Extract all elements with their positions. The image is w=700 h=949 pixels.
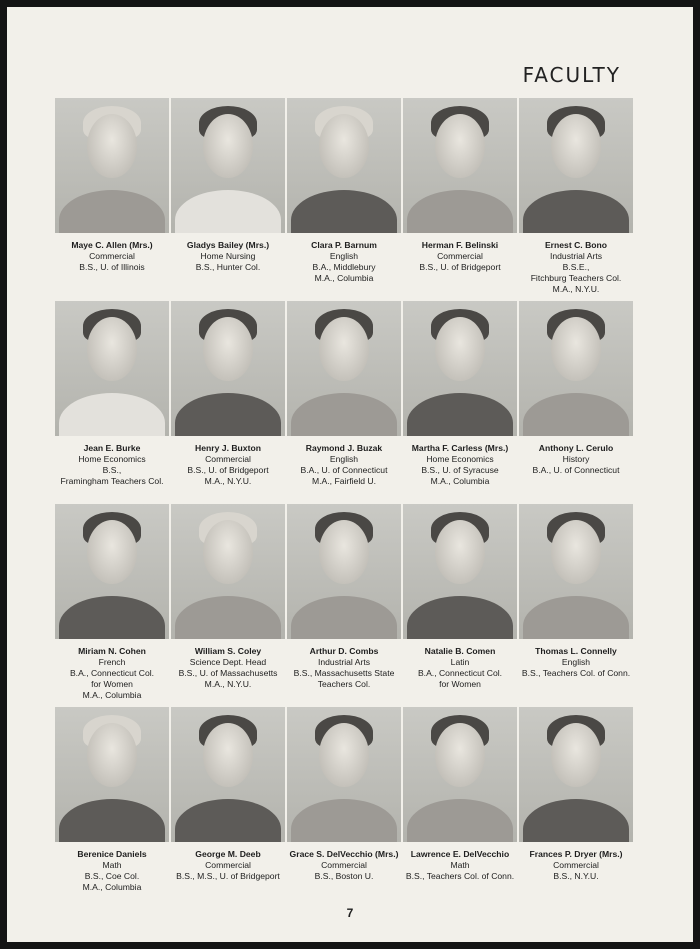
faculty-credential-line: M.A., N.Y.U. bbox=[552, 284, 600, 294]
page-number: 7 bbox=[346, 906, 354, 920]
faculty-caption bbox=[519, 233, 633, 295]
faculty-member bbox=[519, 301, 633, 476]
faculty-credential-line: B.S., Coe Col. bbox=[84, 871, 140, 881]
faculty-name: George M. Deeb bbox=[195, 849, 261, 859]
faculty-credential-line: M.A., N.Y.U. bbox=[204, 476, 252, 486]
faculty-member bbox=[287, 707, 401, 882]
faculty-member bbox=[171, 98, 285, 273]
faculty-caption bbox=[519, 842, 633, 882]
portrait-photo bbox=[171, 504, 285, 639]
faculty-member bbox=[403, 707, 517, 882]
faculty-credential-line: M.A., Columbia bbox=[82, 882, 142, 892]
faculty-member bbox=[287, 301, 401, 487]
faculty-caption bbox=[171, 233, 285, 273]
faculty-caption bbox=[519, 639, 633, 679]
portrait-photo bbox=[171, 301, 285, 436]
faculty-row bbox=[55, 98, 633, 298]
faculty-credential-line: B.S., Teachers Col. of Conn. bbox=[521, 668, 631, 678]
faculty-member bbox=[55, 504, 169, 701]
faculty-name: Maye C. Allen (Mrs.) bbox=[71, 240, 153, 250]
faculty-caption bbox=[403, 639, 517, 690]
faculty-name: Anthony L. Cerulo bbox=[538, 443, 614, 453]
faculty-caption bbox=[55, 842, 169, 893]
portrait-photo bbox=[403, 504, 517, 639]
faculty-credential-line: B.S., Teachers Col. of Conn. bbox=[405, 871, 515, 881]
faculty-name: Lawrence E. DelVecchio bbox=[410, 849, 510, 859]
portrait-photo bbox=[519, 504, 633, 639]
portrait-photo bbox=[403, 707, 517, 842]
faculty-member bbox=[287, 98, 401, 284]
faculty-caption bbox=[171, 436, 285, 487]
faculty-caption bbox=[287, 436, 401, 487]
faculty-credential-line: B.S., Boston U. bbox=[314, 871, 374, 881]
faculty-credential-line: Framingham Teachers Col. bbox=[60, 476, 164, 486]
faculty-credential-line: B.S., N.Y.U. bbox=[553, 871, 599, 881]
faculty-caption bbox=[403, 436, 517, 487]
portrait-photo bbox=[171, 707, 285, 842]
portrait-photo bbox=[171, 98, 285, 233]
faculty-credential-line: Commercial bbox=[89, 251, 135, 261]
faculty-credential-line: for Women bbox=[439, 679, 481, 689]
faculty-credential-line: M.A., Columbia bbox=[314, 273, 374, 283]
faculty-credential-line: Teachers Col. bbox=[317, 679, 371, 689]
faculty-credential-line: Industrial Arts bbox=[317, 657, 371, 667]
faculty-row bbox=[55, 707, 633, 907]
faculty-credential-line: B.A., U. of Connecticut bbox=[532, 465, 620, 475]
portrait-photo bbox=[55, 98, 169, 233]
faculty-name: Raymond J. Buzak bbox=[305, 443, 383, 453]
faculty-credential-line: B.S., U. of Bridgeport bbox=[187, 465, 269, 475]
faculty-credential-line: B.S., bbox=[102, 465, 122, 475]
faculty-name: Martha F. Carless (Mrs.) bbox=[411, 443, 509, 453]
faculty-name: Natalie B. Comen bbox=[424, 646, 496, 656]
faculty-credential-line: B.S., U. of Syracuse bbox=[421, 465, 499, 475]
faculty-caption bbox=[171, 842, 285, 882]
faculty-credential-line: B.A., Connecticut Col. bbox=[417, 668, 503, 678]
portrait-photo bbox=[403, 301, 517, 436]
faculty-caption bbox=[171, 639, 285, 690]
portrait-photo bbox=[287, 707, 401, 842]
faculty-credential-line: English bbox=[329, 251, 359, 261]
faculty-credential-line: B.S., Hunter Col. bbox=[195, 262, 261, 272]
faculty-member bbox=[403, 504, 517, 690]
faculty-credential-line: B.S., M.S., U. of Bridgeport bbox=[176, 871, 280, 881]
faculty-member bbox=[55, 707, 169, 893]
faculty-credential-line: Home Economics bbox=[426, 454, 494, 464]
faculty-credential-line: M.A., Columbia bbox=[82, 690, 142, 700]
faculty-credential-line: Commercial bbox=[437, 251, 483, 261]
faculty-caption bbox=[55, 639, 169, 701]
faculty-credential-line: Home Economics bbox=[78, 454, 146, 464]
faculty-credential-line: Commercial bbox=[205, 860, 251, 870]
faculty-credential-line: Commercial bbox=[205, 454, 251, 464]
faculty-row bbox=[55, 504, 633, 704]
portrait-photo bbox=[55, 504, 169, 639]
faculty-caption bbox=[55, 233, 169, 273]
portrait-photo bbox=[519, 707, 633, 842]
faculty-credential-line: Industrial Arts bbox=[549, 251, 603, 261]
faculty-member bbox=[55, 98, 169, 273]
faculty-member bbox=[171, 504, 285, 690]
faculty-credential-line: B.S., U. of Massachusetts bbox=[178, 668, 278, 678]
faculty-credential-line: Commercial bbox=[553, 860, 599, 870]
faculty-name: Miriam N. Cohen bbox=[78, 646, 146, 656]
portrait-photo bbox=[55, 301, 169, 436]
faculty-credential-line: M.A., Columbia bbox=[430, 476, 490, 486]
faculty-row bbox=[55, 301, 633, 501]
faculty-name: Henry J. Buxton bbox=[195, 443, 261, 453]
portrait-photo bbox=[519, 301, 633, 436]
faculty-caption bbox=[287, 842, 401, 882]
faculty-caption bbox=[519, 436, 633, 476]
faculty-credential-line: Math bbox=[102, 860, 122, 870]
portrait-photo bbox=[287, 301, 401, 436]
faculty-member bbox=[519, 707, 633, 882]
yearbook-page bbox=[7, 7, 693, 942]
faculty-credential-line: English bbox=[329, 454, 359, 464]
faculty-caption bbox=[287, 639, 401, 690]
faculty-caption bbox=[403, 842, 517, 882]
faculty-credential-line: B.S., U. of Bridgeport bbox=[419, 262, 501, 272]
portrait-photo bbox=[519, 98, 633, 233]
faculty-credential-line: M.A., N.Y.U. bbox=[204, 679, 252, 689]
faculty-credential-line: B.A., U. of Connecticut bbox=[300, 465, 388, 475]
portrait-photo bbox=[55, 707, 169, 842]
faculty-credential-line: M.A., Fairfield U. bbox=[312, 476, 376, 486]
faculty-credential-line: B.A., Middlebury bbox=[312, 262, 376, 272]
faculty-name: Ernest C. Bono bbox=[544, 240, 608, 250]
faculty-name: Grace S. DelVecchio (Mrs.) bbox=[289, 849, 399, 859]
faculty-name: Herman F. Belinski bbox=[421, 240, 499, 250]
faculty-credential-line: French bbox=[98, 657, 126, 667]
faculty-name: Clara P. Barnum bbox=[311, 240, 377, 250]
faculty-credential-line: B.A., Connecticut Col. bbox=[69, 668, 155, 678]
faculty-name: Frances P. Dryer (Mrs.) bbox=[529, 849, 623, 859]
faculty-member bbox=[55, 301, 169, 487]
faculty-caption bbox=[287, 233, 401, 284]
faculty-member bbox=[287, 504, 401, 690]
faculty-member bbox=[519, 504, 633, 679]
faculty-credential-line: Home Nursing bbox=[200, 251, 256, 261]
faculty-credential-line: Science Dept. Head bbox=[189, 657, 267, 667]
faculty-name: Thomas L. Connelly bbox=[535, 646, 617, 656]
faculty-caption bbox=[403, 233, 517, 273]
faculty-credential-line: Latin bbox=[450, 657, 470, 667]
faculty-credential-line: History bbox=[562, 454, 590, 464]
faculty-name: William S. Coley bbox=[194, 646, 262, 656]
faculty-credential-line: for Women bbox=[91, 679, 133, 689]
faculty-member bbox=[171, 707, 285, 882]
portrait-photo bbox=[403, 98, 517, 233]
faculty-member bbox=[403, 301, 517, 487]
faculty-credential-line: Commercial bbox=[321, 860, 367, 870]
faculty-member bbox=[519, 98, 633, 295]
page-title: FACULTY bbox=[522, 63, 621, 87]
faculty-credential-line: English bbox=[561, 657, 591, 667]
faculty-name: Arthur D. Combs bbox=[309, 646, 379, 656]
portrait-photo bbox=[287, 98, 401, 233]
faculty-name: Gladys Bailey (Mrs.) bbox=[186, 240, 270, 250]
faculty-credential-line: Fitchburg Teachers Col. bbox=[530, 273, 622, 283]
faculty-name: Berenice Daniels bbox=[77, 849, 147, 859]
faculty-caption bbox=[55, 436, 169, 487]
faculty-credential-line: B.S.E., bbox=[562, 262, 590, 272]
faculty-member bbox=[403, 98, 517, 273]
portrait-photo bbox=[287, 504, 401, 639]
faculty-credential-line: B.S., U. of Illinois bbox=[79, 262, 145, 272]
faculty-credential-line: B.S., Massachusetts State bbox=[293, 668, 395, 678]
faculty-name: Jean E. Burke bbox=[83, 443, 141, 453]
faculty-member bbox=[171, 301, 285, 487]
faculty-credential-line: Math bbox=[450, 860, 470, 870]
